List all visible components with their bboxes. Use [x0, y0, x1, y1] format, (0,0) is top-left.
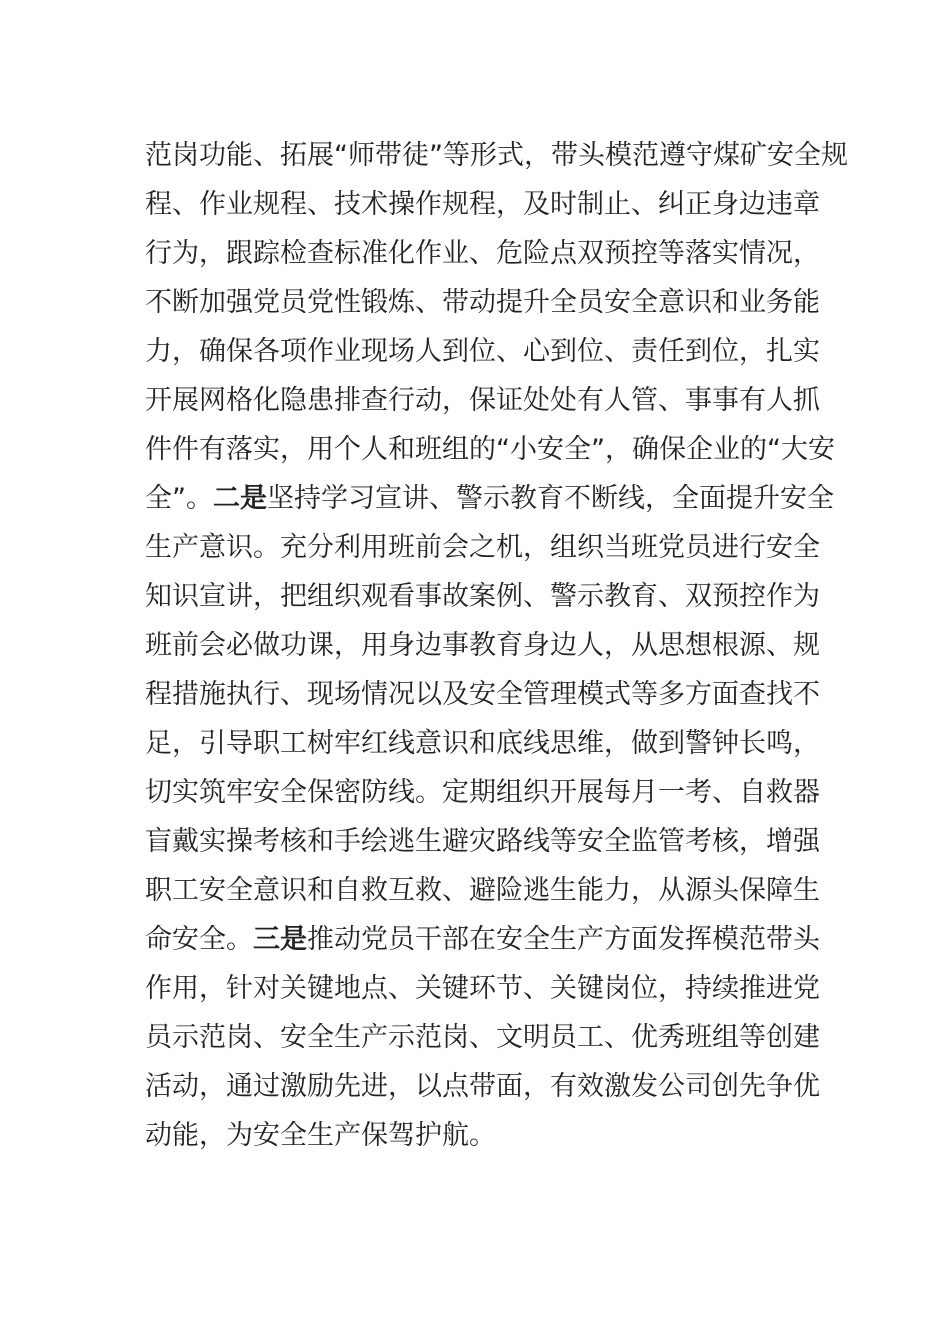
- text-line-20: 活动，通过激励先进，以点带面，有效激发公司创先争优: [145, 1071, 820, 1102]
- text-line-18: 作用，针对关键地点、关键环节、关键岗位，持续推进党: [145, 973, 820, 1004]
- text-line-3: 行为，跟踪检查标准化作业、危险点双预控等落实情况，: [145, 238, 820, 269]
- text-line-8: [145, 474, 834, 523]
- text-line-21: 动能，为安全生产保驾护航。: [145, 1120, 496, 1151]
- text-line-16: 职工安全意识和自救互救、避险逃生能力，从源头保障生: [145, 875, 820, 906]
- text-run: 全”。: [145, 483, 213, 514]
- text-line-2: 程、作业规程、技术操作规程，及时制止、纠正身边违章: [145, 189, 820, 220]
- text-line-17: [145, 915, 820, 964]
- text-line-12: 程措施执行、现场情况以及安全管理模式等多方面查找不: [145, 679, 820, 710]
- body-paragraph: [145, 131, 848, 1160]
- text-line-13: 足，引导职工树牢红线意识和底线思维，做到警钟长鸣，: [145, 728, 820, 759]
- text-run: 命安全。: [145, 924, 253, 955]
- text-line-1: 范岗功能、拓展“师带徒”等形式，带头模范遵守煤矿安全规: [145, 140, 848, 171]
- text-line-5: 力，确保各项作业现场人到位、心到位、责任到位，扎实: [145, 336, 820, 367]
- text-line-11: 班前会必做功课，用身边事教育身边人，从思想根源、规: [145, 630, 820, 661]
- text-line-14: 切实筑牢安全保密防线。定期组织开展每月一考、自救器: [145, 777, 820, 808]
- text-line-6: 开展网格化隐患排查行动，保证处处有人管、事事有人抓: [145, 385, 820, 416]
- text-run: 坚持学习宣讲、警示教育不断线，全面提升安全: [267, 483, 834, 514]
- text-line-9: 生产意识。充分利用班前会之机，组织当班党员进行安全: [145, 532, 820, 563]
- text-line-19: 员示范岗、安全生产示范岗、文明员工、优秀班组等创建: [145, 1022, 820, 1053]
- text-line-4: 不断加强党员党性锻炼、带动提升全员安全意识和业务能: [145, 287, 820, 318]
- text-line-15: 盲戴实操考核和手绘逃生避灾路线等安全监管考核，增强: [145, 826, 820, 857]
- emphasis-second-point: 二是: [213, 483, 267, 514]
- text-line-7: 件件有落实，用个人和班组的“小安全”，确保企业的“大安: [145, 434, 835, 465]
- emphasis-third-point: 三是: [253, 924, 307, 955]
- text-run: 推动党员干部在安全生产方面发挥模范带头: [307, 924, 820, 955]
- text-line-10: 知识宣讲，把组织观看事故案例、警示教育、双预控作为: [145, 581, 820, 612]
